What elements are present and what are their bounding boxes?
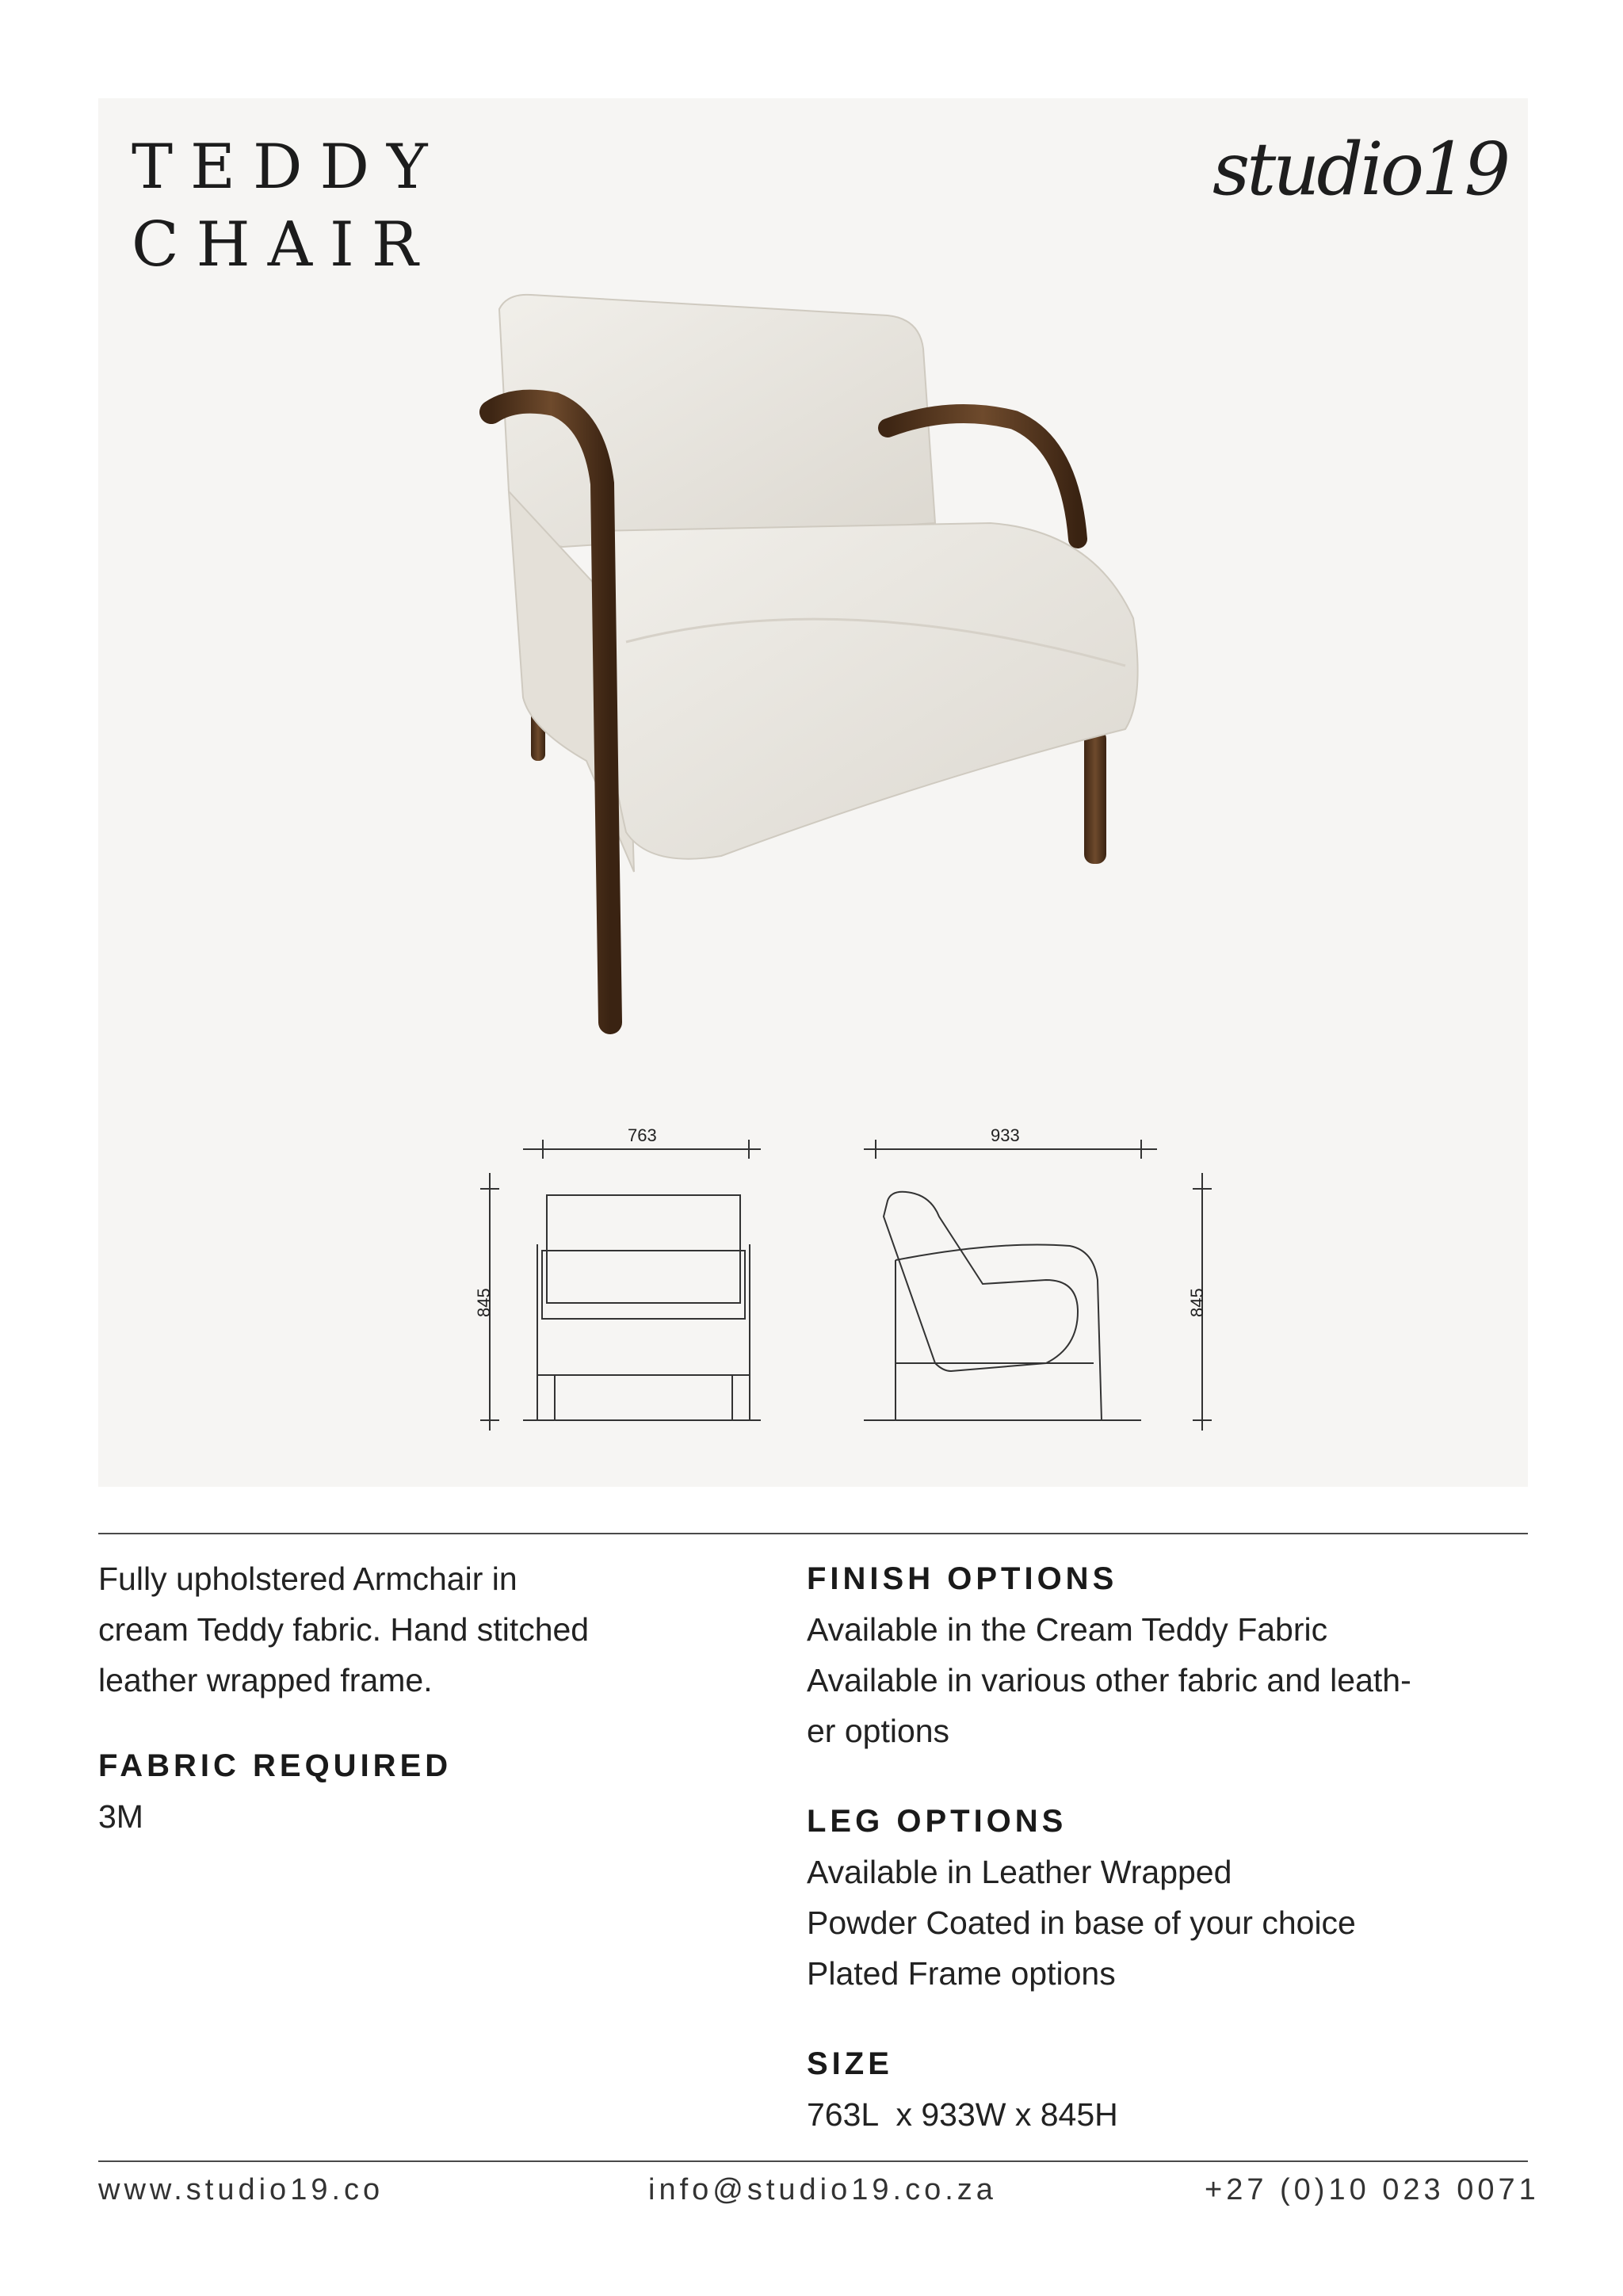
side-view-chair [864,1192,1141,1420]
back-leg-right [1084,729,1106,864]
size-value: 763L x 933W x 845H [807,2096,1118,2133]
footer-divider [98,2160,1528,2162]
fabric-required-section [98,1740,716,1842]
front-width-label: 763 [628,1125,657,1145]
footer-email-link[interactable]: info@studio19.co.za [648,2173,997,2206]
title-line-1: TEDDY [132,132,445,203]
title-line-2: CHAIR [132,209,436,281]
chair-seat [594,523,1138,859]
section-divider-top [98,1533,1528,1534]
footer-phone-link[interactable]: +27 (0)10 023 0071 [1205,2173,1540,2206]
footer-website-link[interactable]: www.studio19.co [98,2173,384,2206]
fabric-required-heading: FABRIC REQUIRED [98,1748,453,1783]
size-section [807,2038,1528,2140]
size-heading: SIZE [807,2046,893,2081]
side-height-label: 845 [1187,1288,1207,1317]
dimension-drawings [444,1110,1236,1458]
finish-options-heading: FINISH OPTIONS [807,1561,1118,1596]
fabric-required-value: 3M [98,1798,143,1835]
finish-options-section: FINISH OPTIONS Available in the Cream Teddy Fabric Available in various other fabric and leath- er options [807,1553,1528,1756]
right-column [807,1553,1528,2179]
side-width-label: 933 [991,1125,1020,1145]
left-column [98,1553,716,1881]
leg-options-section: LEG OPTIONS Available in Leather Wrapped Powder Coated in base of your choice Plated Frame options [807,1796,1528,1999]
brand-logo: studio19 [1212,127,1508,212]
product-title [132,128,445,284]
front-height-label: 845 [474,1288,494,1317]
front-view-chair [523,1195,761,1420]
leg-options-heading: LEG OPTIONS [807,1804,1067,1839]
product-description: Fully upholstered Armchair in cream Teddy fabric. Hand stitched leather wrapped frame. [98,1561,590,1698]
chair-photo [444,285,1189,1046]
